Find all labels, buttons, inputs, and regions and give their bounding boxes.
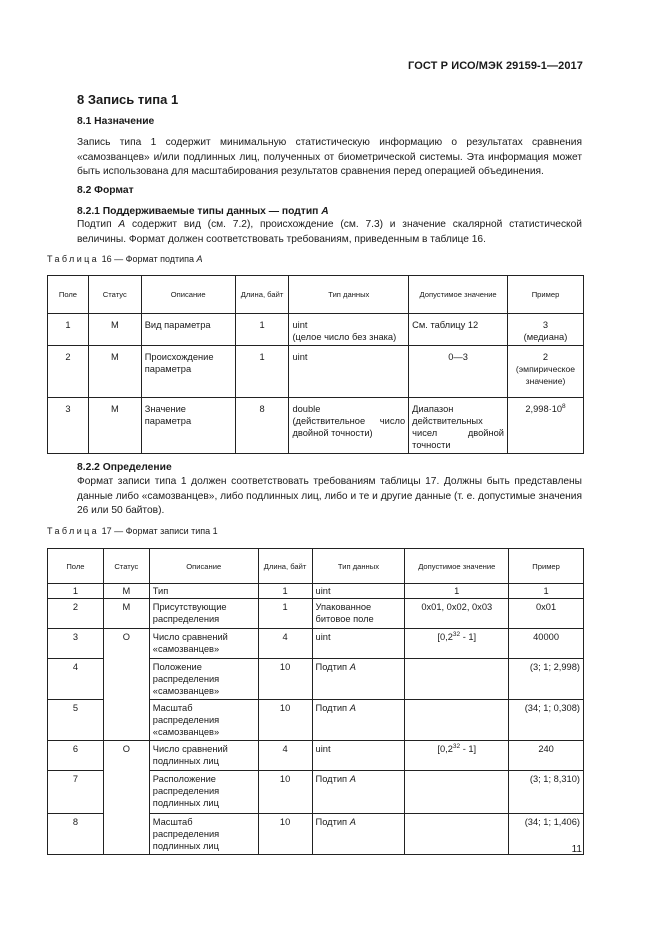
t16-header-example: Пример: [508, 276, 584, 314]
t17-r8-field: 8: [48, 814, 104, 855]
table-16: [47, 275, 584, 454]
t17-r7-type-letter: A: [349, 774, 356, 784]
table-16-caption-letter: A: [196, 254, 203, 264]
t16-header-length: Длина, байт: [235, 276, 289, 314]
t17-r4-len: 10: [258, 659, 312, 700]
t17-r1-type: uint: [312, 584, 405, 599]
section-8-2-2-title: 8.2.2 Определение: [77, 462, 172, 473]
page-number: 11: [571, 844, 582, 855]
t17-r1-len: 1: [258, 584, 312, 599]
table-17-header-row: [48, 549, 584, 584]
t16-r1-type-note: (целое число без знака): [292, 332, 397, 342]
t17-r2-desc: Присутствующие распределения: [149, 599, 258, 629]
t17-r4-type-letter: A: [349, 662, 356, 672]
t17-header-length: Длина, байт: [258, 549, 312, 584]
t17-r5-len: 10: [258, 700, 312, 741]
t16-r3-desc: Значение параметра: [141, 398, 235, 454]
t17-r6-type: uint: [312, 741, 405, 771]
t17-r8-valid: [405, 814, 509, 855]
t16-r1-type-name: uint: [292, 320, 308, 330]
t16-r3-valid: Диапазон действительных чисел двойной точности: [409, 398, 508, 454]
table-17-caption-rest: 17 — Формат записи типа 1: [99, 526, 218, 536]
t17-header-example: Пример: [509, 549, 584, 584]
t17-r6-status: O: [103, 741, 149, 855]
t16-r3-field: 3: [48, 398, 89, 454]
t17-r3-valid-exp: 32: [452, 630, 461, 638]
section-8-2-2-text: [77, 475, 582, 519]
t16-r2-type: uint: [289, 346, 409, 398]
t17-r3-field: 3: [48, 629, 104, 659]
t16-header-desc: Описание: [141, 276, 235, 314]
purpose-paragraph: Запись типа 1 содержит минимальную статистическую информацию о результатах сравнения «самозванцев» и/или подлинных лиц, полученных от биометрической системы. Эта информация может быть использована для масштабирования результатов сравнения перед операцией объединения.: [77, 137, 582, 178]
section-8-title: 8 Запись типа 1: [77, 92, 179, 107]
t17-r8-len: 10: [258, 814, 312, 855]
t16-r3-example: [508, 398, 584, 454]
t16-r1-desc: Вид параметра: [141, 314, 235, 346]
t17-r5-type: [312, 700, 405, 741]
t17-r2-type: Упакованное битовое поле: [312, 599, 405, 629]
standard-header: ГОСТ Р ИСО/МЭК 29159-1—2017: [408, 60, 583, 72]
table-row: [48, 584, 584, 599]
t17-r3-example: 40000: [509, 629, 584, 659]
t17-r6-valid-exp: 32: [452, 742, 461, 750]
t16-r1-example: [508, 314, 584, 346]
t17-r1-status: M: [103, 584, 149, 599]
t17-r3-valid: [405, 629, 509, 659]
t16-r3-ex-exponent: 8: [562, 402, 566, 410]
t17-r4-type-a: Подтип: [315, 662, 350, 672]
t16-header-valid: Допустимое значение: [409, 276, 508, 314]
t17-r7-desc: Расположение распределения подлинных лиц: [149, 771, 258, 814]
t17-r1-valid: 1: [405, 584, 509, 599]
t16-r1-ex-value: 3: [542, 320, 549, 330]
t16-r1-ex-note: (медиана): [523, 332, 568, 342]
table-17-caption-word: Таблица: [47, 526, 100, 536]
t17-r7-type: [312, 771, 405, 814]
t17-r8-type-a: Подтип: [315, 817, 350, 827]
t17-r8-type: [312, 814, 405, 855]
section-8-2-title: 8.2 Формат: [77, 185, 134, 196]
t17-r3-valid-a: [0,2: [437, 632, 453, 642]
t17-r5-type-a: Подтип: [315, 703, 350, 713]
t17-r2-status: M: [103, 599, 149, 629]
table-row: [48, 599, 584, 629]
table-16-header-row: [48, 276, 584, 314]
t17-r2-valid: 0x01, 0x02, 0x03: [405, 599, 509, 629]
t17-r6-example: 240: [509, 741, 584, 771]
t17-r6-valid-a: [0,2: [437, 744, 453, 754]
t17-r8-desc: Масштаб распределения подлинных лиц: [149, 814, 258, 855]
t16-r1-field: 1: [48, 314, 89, 346]
t17-r3-desc: Число сравнений «самозванцев»: [149, 629, 258, 659]
table-row: [48, 314, 584, 346]
t16-r2-len: 1: [235, 346, 289, 398]
t17-r7-valid: [405, 771, 509, 814]
t17-r4-field: 4: [48, 659, 104, 700]
t16-r1-type: [289, 314, 409, 346]
section-8-1-text: [77, 136, 582, 180]
definition-paragraph: Формат записи типа 1 должен соответствовать требованиям таблицы 17. Должны быть представлены данные либо «самозванцев», либо подлинных лиц, либо и те и другие данные (т. е. допустимые значения 26 или 50 байтов).: [77, 476, 582, 517]
subtype-title-text: 8.2.1 Поддерживаемые типы данных — подтип: [77, 206, 322, 217]
table-row: [48, 629, 584, 659]
table-row: [48, 346, 584, 398]
t16-r3-status: M: [88, 398, 141, 454]
t17-r4-example: (3; 1; 2,998): [509, 659, 584, 700]
t17-header-valid: Допустимое значение: [405, 549, 509, 584]
t17-r5-desc: Масштаб распределения «самозванцев»: [149, 700, 258, 741]
t16-r3-type-note: (действительное число двойной точности): [292, 416, 406, 438]
t17-r7-type-a: Подтип: [315, 774, 350, 784]
t17-r6-valid: [405, 741, 509, 771]
t16-r1-len: 1: [235, 314, 289, 346]
t17-r3-status: O: [103, 629, 149, 741]
subtype-text-b: содержит вид (см. 7.2), происхождение (см. 7.3) и значение скалярной статистической величины. Формат должен соответствовать требованиям, приведенным в таблице 16.: [77, 219, 582, 245]
t17-r6-desc: Число сравнений подлинных лиц: [149, 741, 258, 771]
t17-r1-example: 1: [509, 584, 584, 599]
t17-r5-field: 5: [48, 700, 104, 741]
t16-r1-valid: См. таблицу 12: [409, 314, 508, 346]
table-row: [48, 398, 584, 454]
t17-header-type: Тип данных: [312, 549, 405, 584]
t16-r2-valid: 0—3: [409, 346, 508, 398]
table-row: [48, 741, 584, 771]
t17-r2-field: 2: [48, 599, 104, 629]
section-8-2-1-title: [77, 206, 329, 217]
t17-header-desc: Описание: [149, 549, 258, 584]
t16-r1-status: M: [88, 314, 141, 346]
t17-r6-valid-b: - 1]: [460, 744, 477, 754]
table-17: [47, 548, 584, 855]
t16-r3-ex-value: 2,998·10: [525, 404, 563, 414]
t17-r7-len: 10: [258, 771, 312, 814]
t17-r4-desc: Положение распределения «самозванцев»: [149, 659, 258, 700]
t17-r1-desc: Тип: [149, 584, 258, 599]
t17-r2-len: 1: [258, 599, 312, 629]
section-8-1-title: 8.1 Назначение: [77, 116, 155, 127]
subtype-title-letter: A: [321, 206, 329, 217]
t16-header-field: Поле: [48, 276, 89, 314]
table-17-caption: [47, 526, 218, 536]
t17-r7-example: (3; 1; 8,310): [509, 771, 584, 814]
t17-r5-valid: [405, 700, 509, 741]
t16-header-type: Тип данных: [289, 276, 409, 314]
section-8-2-1-text: [77, 218, 582, 247]
subtype-text-a: Подтип: [77, 219, 119, 230]
table-16-caption: [47, 254, 203, 264]
t17-r4-valid: [405, 659, 509, 700]
t17-r4-type: [312, 659, 405, 700]
t16-r2-desc: Происхождение параметра: [141, 346, 235, 398]
t16-r2-ex-value: 2: [542, 352, 549, 362]
subtype-text-letter: A: [118, 219, 126, 230]
t16-r2-field: 2: [48, 346, 89, 398]
table-16-caption-rest: 16 — Формат подтипа: [99, 254, 197, 264]
t17-r3-len: 4: [258, 629, 312, 659]
t17-r1-field: 1: [48, 584, 104, 599]
t16-r3-type: [289, 398, 409, 454]
t17-r6-field: 6: [48, 741, 104, 771]
t16-r2-example: [508, 346, 584, 398]
t16-r2-ex-note: (эмпирическое значение): [515, 364, 576, 386]
t17-r2-example: 0x01: [509, 599, 584, 629]
t17-r3-type: uint: [312, 629, 405, 659]
t17-header-status: Статус: [103, 549, 149, 584]
t16-header-status: Статус: [88, 276, 141, 314]
t17-r5-example: (34; 1; 0,308): [509, 700, 584, 741]
t17-r3-valid-b: - 1]: [460, 632, 477, 642]
t17-header-field: Поле: [48, 549, 104, 584]
t17-r8-example: (34; 1; 1,406): [509, 814, 584, 855]
table-16-caption-word: Таблица: [47, 254, 100, 264]
t16-r3-len: 8: [235, 398, 289, 454]
t17-r5-type-letter: A: [349, 703, 356, 713]
t17-r7-field: 7: [48, 771, 104, 814]
t17-r8-type-letter: A: [349, 817, 356, 827]
t17-r6-len: 4: [258, 741, 312, 771]
t16-r2-status: M: [88, 346, 141, 398]
t16-r3-type-name: double: [292, 404, 321, 414]
